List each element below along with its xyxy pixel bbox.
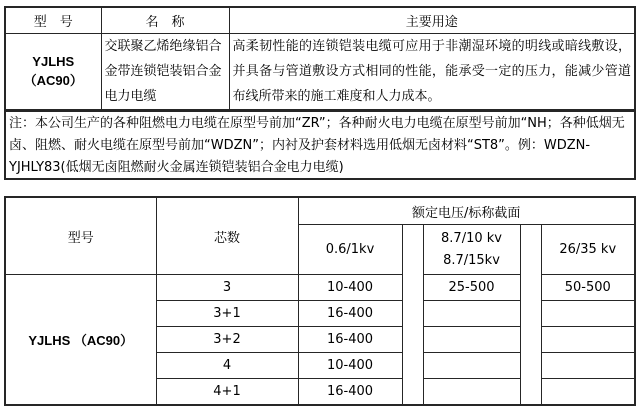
product-table-header-row	[5, 7, 635, 34]
voltage-col2-line1: 8.7/10 kv	[441, 230, 502, 246]
spec-model-text: YJLHS （AC90）	[28, 333, 134, 348]
model-text: YJLHS （AC90）	[23, 54, 83, 88]
v2-cell	[423, 301, 520, 327]
usage-cell: 高柔韧性能的连锁铠装电缆可应用于非潮湿环境的明线或暗线敷设，并具备与管道敷设方式相同的性能，能承受一定的压力，能减少管道布线所带来的施工难度和人力成本。	[229, 34, 635, 111]
spec-header-row-1	[5, 197, 635, 225]
v3-cell	[541, 327, 635, 353]
voltage-section-header-cell: 额定电压/标称截面	[298, 197, 635, 225]
note-box	[4, 110, 636, 180]
voltage-col2-header-cell	[423, 225, 520, 275]
voltage-col1-header-cell: 0.6/1kv	[298, 225, 402, 275]
v2-cell	[423, 379, 520, 406]
v3-cell	[541, 379, 635, 406]
spec-model-header-cell: 型号	[5, 197, 156, 275]
spacer-column-left	[402, 225, 423, 406]
spec-row	[5, 275, 635, 301]
v1-cell: 16-400	[298, 379, 402, 406]
v2-cell	[423, 327, 520, 353]
product-table-row	[5, 34, 635, 111]
v1-cell: 16-400	[298, 327, 402, 353]
usage-header-cell: 主要用途	[229, 7, 635, 34]
spec-table	[4, 196, 636, 406]
cores-cell: 3+1	[156, 301, 298, 327]
product-table	[4, 6, 636, 111]
spec-model-cell	[5, 275, 156, 406]
v2-cell: 25-500	[423, 275, 520, 301]
name-cell: 交联聚乙烯绝缘铝合金带连锁铠装铝合金电力电缆	[101, 34, 229, 111]
model-header-cell: 型 号	[5, 7, 101, 34]
cores-cell: 3+2	[156, 327, 298, 353]
v3-cell	[541, 353, 635, 379]
voltage-col2-line2: 8.7/15kv	[443, 252, 500, 268]
v2-cell	[423, 353, 520, 379]
model-cell	[5, 34, 101, 111]
v3-cell: 50-500	[541, 275, 635, 301]
v1-cell: 16-400	[298, 301, 402, 327]
v1-cell: 10-400	[298, 353, 402, 379]
v3-cell	[541, 301, 635, 327]
name-header-cell: 名 称	[101, 7, 229, 34]
spacer-column-right	[520, 225, 541, 406]
spec-cores-header-cell: 芯数	[156, 197, 298, 275]
cores-cell: 3	[156, 275, 298, 301]
voltage-col3-header-cell: 26/35 kv	[541, 225, 635, 275]
v1-cell: 10-400	[298, 275, 402, 301]
note-text: 注：本公司生产的各种阻燃电力电缆在原型号前加“ZR”；各种耐火电力电缆在原型号前加“NH；各种低烟无卤、阻燃、耐火电缆在原型号前加“WDZN”；内衬及护套材料选用低烟无卤材料“ST8”。例：WDZN-YJHLY83(低烟无卤阻燃耐火金属连锁铠装铝合金电力电缆)	[9, 116, 625, 175]
cores-cell: 4+1	[156, 379, 298, 406]
cores-cell: 4	[156, 353, 298, 379]
